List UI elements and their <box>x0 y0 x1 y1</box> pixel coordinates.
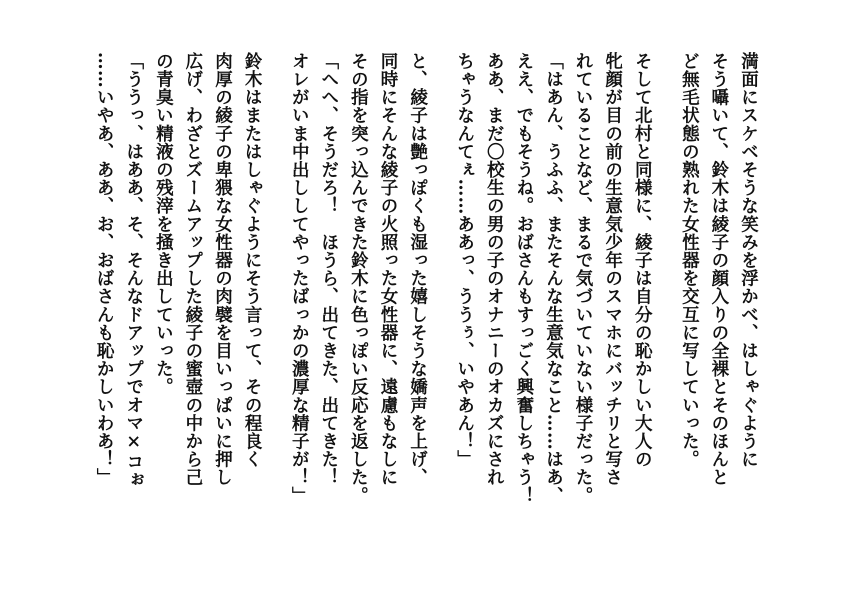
text-line: れていることなど、まるで気づいていない様子だった。 <box>573 52 594 505</box>
text-line: 肉厚の綾子の卑猥な女性器の肉襞を目いっぱいに押し <box>212 52 233 487</box>
text-line: 「へへ、そうだろ！ ほうら、出てきた、出てきた！ <box>318 52 339 487</box>
vertical-text-body <box>89 52 780 532</box>
text-line: 鈴木はまたはしゃぐようにそう言って、その程良く <box>242 52 263 469</box>
text-line: 同時にそんな綾子の火照った女性器に、遠慮もなしに <box>377 52 398 487</box>
text-line: の青臭い精液の残滓を掻き出していった。 <box>153 52 174 396</box>
text-line: その指を突っ込んできた鈴木に色っぽい反応を返した。 <box>348 52 369 505</box>
text-line: 「はあん、うふふ、またそんな生意気なこと……はあ、 <box>543 52 564 505</box>
text-line: そして北村と同様に、綾子は自分の恥かしい大人の <box>632 52 653 469</box>
text-line: オレがいま中出ししてやったばっかの濃厚な精子が！」 <box>289 52 310 505</box>
text-line: 広げ、わざとズームアップした綾子の蜜壺の中から己 <box>182 52 203 487</box>
text-line: ……いやあ、ああ、お、おばさんも恥かしいわあ！」 <box>94 52 115 487</box>
text-line: ちゃうなんてぇ……ああっ、ううぅ、いやあん！」 <box>454 52 475 469</box>
text-line: ああ、まだ〇校生の男の子のオナニーのオカズにされ <box>484 52 505 487</box>
text-line: 「ううっ、はああ、そ、そんなドアップでオマ×コぉ <box>123 52 144 489</box>
text-line: ど無毛状態の熟れた女性器を交互に写していった。 <box>679 52 700 469</box>
text-line: と、綾子は艶っぽくも湿った嬉しそうな嬌声を上げ、 <box>407 52 428 487</box>
text-line: ええ、でもそうね。おばさんもすっごく興奮しちゃう！ <box>513 52 534 505</box>
text-line: そう囁いて、鈴木は綾子の顔入りの全裸とそのほんと <box>708 52 729 487</box>
text-line: 牝顔が目の前の生意気少年のスマホにバッチリと写さ <box>602 52 623 487</box>
text-line: 満面にスケベそうな笑みを浮かべ、はしゃぐように <box>738 52 759 469</box>
